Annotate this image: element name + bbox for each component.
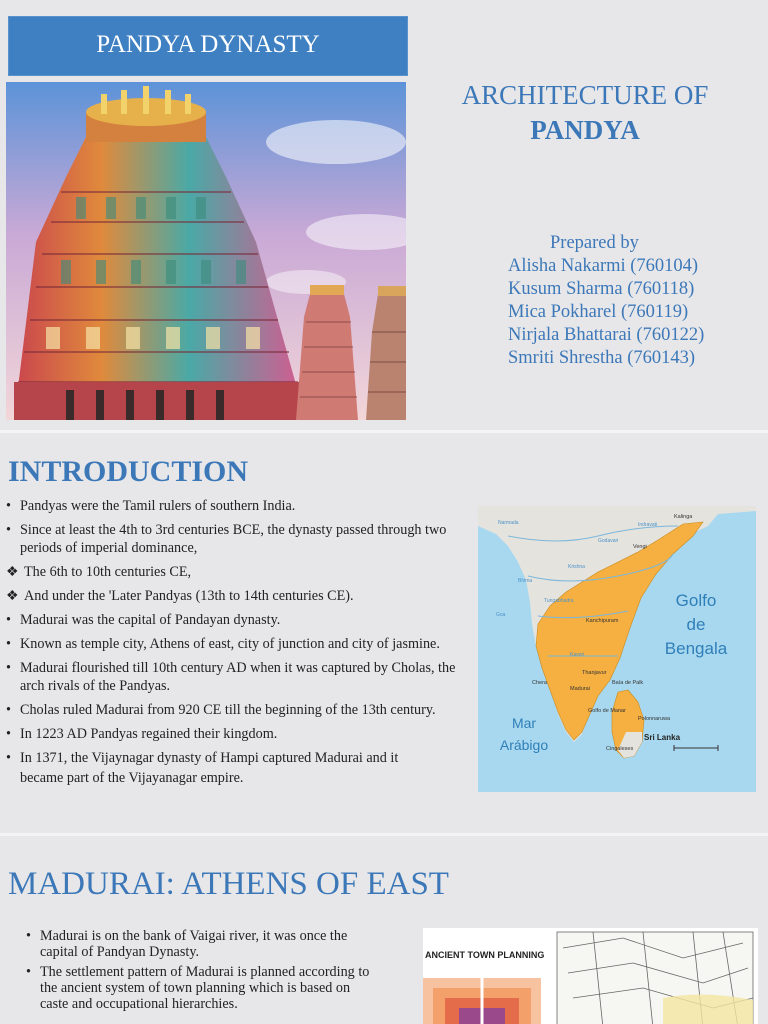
list-item-text: The 6th to 10th centuries CE, (24, 564, 192, 580)
map-river-label: Bhima (518, 578, 533, 584)
bullet: • (6, 636, 11, 652)
list-item-text: Known as temple city, Athens of east, city of junction and city of jasmine. (20, 636, 440, 652)
list-item-text: Cholas ruled Madurai from 920 CE till the beginning of the 13th century. (20, 702, 436, 718)
list-item (6, 635, 476, 653)
slide-madurai (0, 836, 768, 1024)
list-item-text: In 1223 AD Pandyas regained their kingdom. (20, 726, 278, 742)
bullet: • (26, 964, 31, 980)
title-line-2: PANDYA (530, 115, 640, 145)
list-item (6, 701, 476, 719)
south-india-map (478, 506, 756, 792)
bullet: • (6, 522, 11, 538)
map-place-label: Vengi (633, 544, 647, 550)
list-item-text: Madurai is on the bank of Vaigai river, it was once the capital of Pandyan Dynasty. (40, 928, 348, 960)
map-place-label: Cingaleses (606, 746, 634, 752)
list-item-text: The settlement pattern of Madurai is planned according to the ancient system of town planning which is based on caste and occupational hierarchies. (40, 964, 370, 1012)
list-item (6, 611, 476, 629)
slide-introduction (0, 433, 768, 833)
diamond-bullet: ❖ (6, 588, 19, 604)
bullet: • (26, 928, 31, 944)
list-item-text: Since at least the 4th to 3rd centuries BCE, the dynasty passed through two periods of imperial dominance, (20, 522, 447, 556)
map-sea-label: Arábigo (499, 737, 549, 753)
list-item (6, 659, 476, 695)
bullet: • (6, 750, 11, 766)
authors-block (508, 232, 704, 370)
map-place-label: Thanjavur (582, 670, 607, 676)
list-item (26, 964, 371, 1012)
list-item-text: Madurai was the capital of Pandayan dynasty. (20, 612, 281, 628)
bullet: • (6, 612, 11, 628)
map-place-label: Chera (532, 680, 547, 686)
diamond-bullet: ❖ (6, 564, 19, 580)
town-planning-label: ANCIENT TOWN PLANNING (425, 950, 545, 960)
author-item: Kusum Sharma (760118) (508, 279, 695, 299)
map-river-label: Tungabhadra (544, 598, 574, 604)
map-sea-label: Golfo (675, 591, 717, 610)
map-place-label: Polonnaruwa (638, 716, 671, 722)
list-item-text: became part of the Vijayanagar empire. (20, 770, 244, 786)
author-item: Smriti Shrestha (760143) (508, 348, 696, 368)
map-river-label: Goa (496, 612, 506, 618)
list-item-text: Madurai flourished till 10th century AD when it was captured by Cholas, the arch rivals of the Pandyas. (20, 660, 456, 694)
prepared-by-label: Prepared by (550, 233, 639, 253)
list-item-text: Pandyas were the Tamil rulers of southern India. (20, 498, 296, 514)
list-item (6, 497, 476, 515)
author-item: Alisha Nakarmi (760104) (508, 256, 699, 276)
map-river-label: Krishna (568, 564, 585, 570)
list-item-text: In 1371, the Vijaynagar dynasty of Hampi captured Madurai and it (20, 750, 399, 766)
list-item (6, 587, 476, 605)
map-sea-label: de (686, 615, 706, 634)
author-item: Mica Pokharel (760119) (508, 302, 689, 322)
presentation-title (420, 78, 750, 148)
madurai-list (26, 928, 371, 1016)
bullet: • (6, 498, 11, 514)
map-river-label: Indravati (638, 522, 658, 528)
map-river-label: Kaveri (570, 652, 585, 658)
introduction-list (6, 497, 476, 793)
map-place-label: Madurai (570, 686, 590, 692)
madurai-heading: MADURAI: ATHENS OF EAST (8, 866, 449, 902)
list-item (6, 563, 476, 581)
map-sea-label: Mar (511, 715, 537, 731)
bullet: • (6, 702, 11, 718)
slide-title (0, 0, 768, 430)
dynasty-title: PANDYA DYNASTY (8, 16, 408, 76)
title-line-1: ARCHITECTURE OF (461, 80, 709, 110)
map-place-label: Kalinga (674, 514, 693, 520)
bullet: • (6, 660, 11, 676)
list-item (26, 928, 371, 960)
list-item-continuation (6, 769, 476, 787)
town-planning-image (423, 928, 758, 1024)
map-place-label: Kanchipuram (586, 618, 619, 624)
map-river-label: Godavari (598, 538, 619, 544)
list-item (6, 521, 476, 557)
map-river-label: Narmada (498, 520, 519, 526)
list-item (6, 725, 476, 743)
list-item-text: And under the 'Later Pandyas (13th to 14th centuries CE). (24, 588, 354, 604)
list-item (6, 749, 476, 767)
map-place-label: Baía de Palk (612, 680, 644, 686)
map-sea-label: Bengala (664, 639, 728, 658)
bullet: • (6, 726, 11, 742)
temple-image (6, 82, 406, 420)
introduction-heading: INTRODUCTION (8, 455, 249, 488)
map-country-label: Sri Lanka (644, 733, 681, 742)
map-place-label: Golfo de Manar (588, 708, 626, 714)
author-item: Nirjala Bhattarai (760122) (508, 325, 705, 345)
